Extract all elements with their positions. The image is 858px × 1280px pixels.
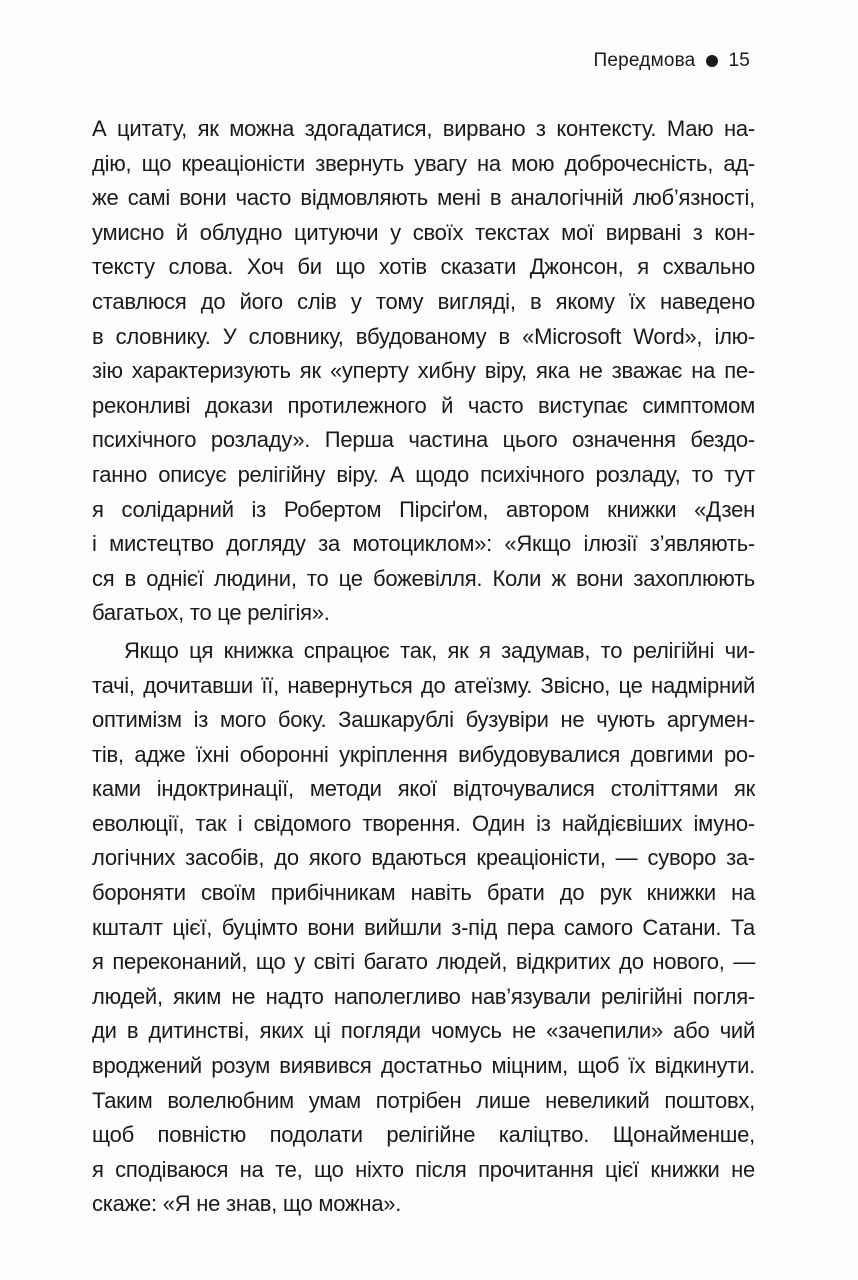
text-line: щоб повністю подолати релігійне каліцтво. Щонайменше, — [92, 1122, 755, 1148]
text-line: скаже: «Я не знав, що можна». — [92, 1191, 402, 1217]
text-line: ганно описує релігійну віру. А щодо психічного розладу, то тут — [92, 461, 755, 487]
paragraph-1 — [92, 112, 755, 631]
text-line: тів, адже їхні оборонні укріплення вибудовувалися довгими ро- — [92, 741, 755, 767]
running-header — [594, 50, 750, 72]
text-line: кшталт цієї, буцімто вони вийшли з-під пера самого Сатани. Та — [92, 914, 755, 940]
text-line: я сподіваюся на те, що ніхто після прочитання цієї книжки не — [92, 1156, 755, 1182]
section-title: Передмова — [593, 50, 696, 71]
body-text — [92, 112, 755, 1225]
text-line: тачі, дочитавши її, навернуться до атеїзму. Звісно, це надмірний — [92, 672, 755, 698]
text-line: еволюції, так і свідомого творення. Один із найдієвіших імуно- — [92, 810, 755, 836]
text-line: логічних засобів, до якого вдаються креаціоністи, — суворо за- — [92, 845, 755, 871]
text-line: я переконаний, що у світі багато людей, відкритих до нового, — — [92, 949, 755, 975]
bullet-dot-icon — [706, 55, 718, 67]
text-line: умисно й облудно цитуючи у своїх текстах мої вирвані з кон- — [92, 219, 755, 245]
text-line: психічного розладу». Перша частина цього означення бездо- — [92, 427, 755, 453]
paragraph-2 — [92, 634, 755, 1222]
text-line: ками індоктринації, методи якої відточувалися століттями як — [92, 776, 755, 802]
text-line: вроджений розум виявився достатньо міцним, щоб їх відкинути. — [92, 1053, 755, 1079]
text-line: і мистецтво догляду за мотоциклом»: «Якщо ілюзії з’являють- — [92, 531, 755, 557]
text-line: дію, що креаціоністи звернуть увагу на мою доброчесність, ад- — [92, 150, 755, 176]
page-number: 15 — [728, 50, 750, 71]
text-line: Таким волелюбним умам потрібен лише невеликий поштовх, — [92, 1087, 755, 1113]
text-line: ставлюся до його слів у тому вигляді, в якому їх наведено — [92, 288, 755, 314]
text-line: же самі вони часто відмовляють мені в аналогічній люб’язності, — [92, 185, 755, 211]
text-line: я солідарний із Робертом Пірсіґом, автором книжки «Дзен — [92, 496, 755, 522]
text-line: тексту слова. Хоч би що хотів сказати Джонсон, я схвально — [92, 254, 755, 280]
text-line: багатьох, то це релігія». — [92, 600, 330, 626]
text-line: людей, яким не надто наполегливо нав’язували релігійні погля- — [92, 983, 755, 1009]
text-line: бороняти своїм прибічникам навіть брати до рук книжки на — [92, 880, 755, 906]
text-line: ся в однієї людини, то це божевілля. Коли ж вони захоплюють — [92, 565, 755, 591]
text-line: Якщо ця книжка спрацює так, як я задумав, то релігійні чи- — [124, 637, 755, 663]
text-line: оптимізм із мого боку. Зашкарублі бузувіри не чують аргумен- — [92, 707, 755, 733]
text-line: А цитату, як можна здогадатися, вирвано з контексту. Маю на- — [92, 116, 755, 141]
text-line: реконливі докази протилежного й часто виступає симптомом — [92, 392, 755, 418]
text-line: зію характеризують як «уперту хибну віру, яка не зважає на пе- — [92, 358, 755, 384]
text-line: ди в дитинстві, яких ці погляди чомусь не «зачепили» або чий — [92, 1018, 755, 1044]
text-line: в словнику. У словнику, вбудованому в «Microsoft Word», ілю- — [92, 323, 755, 349]
